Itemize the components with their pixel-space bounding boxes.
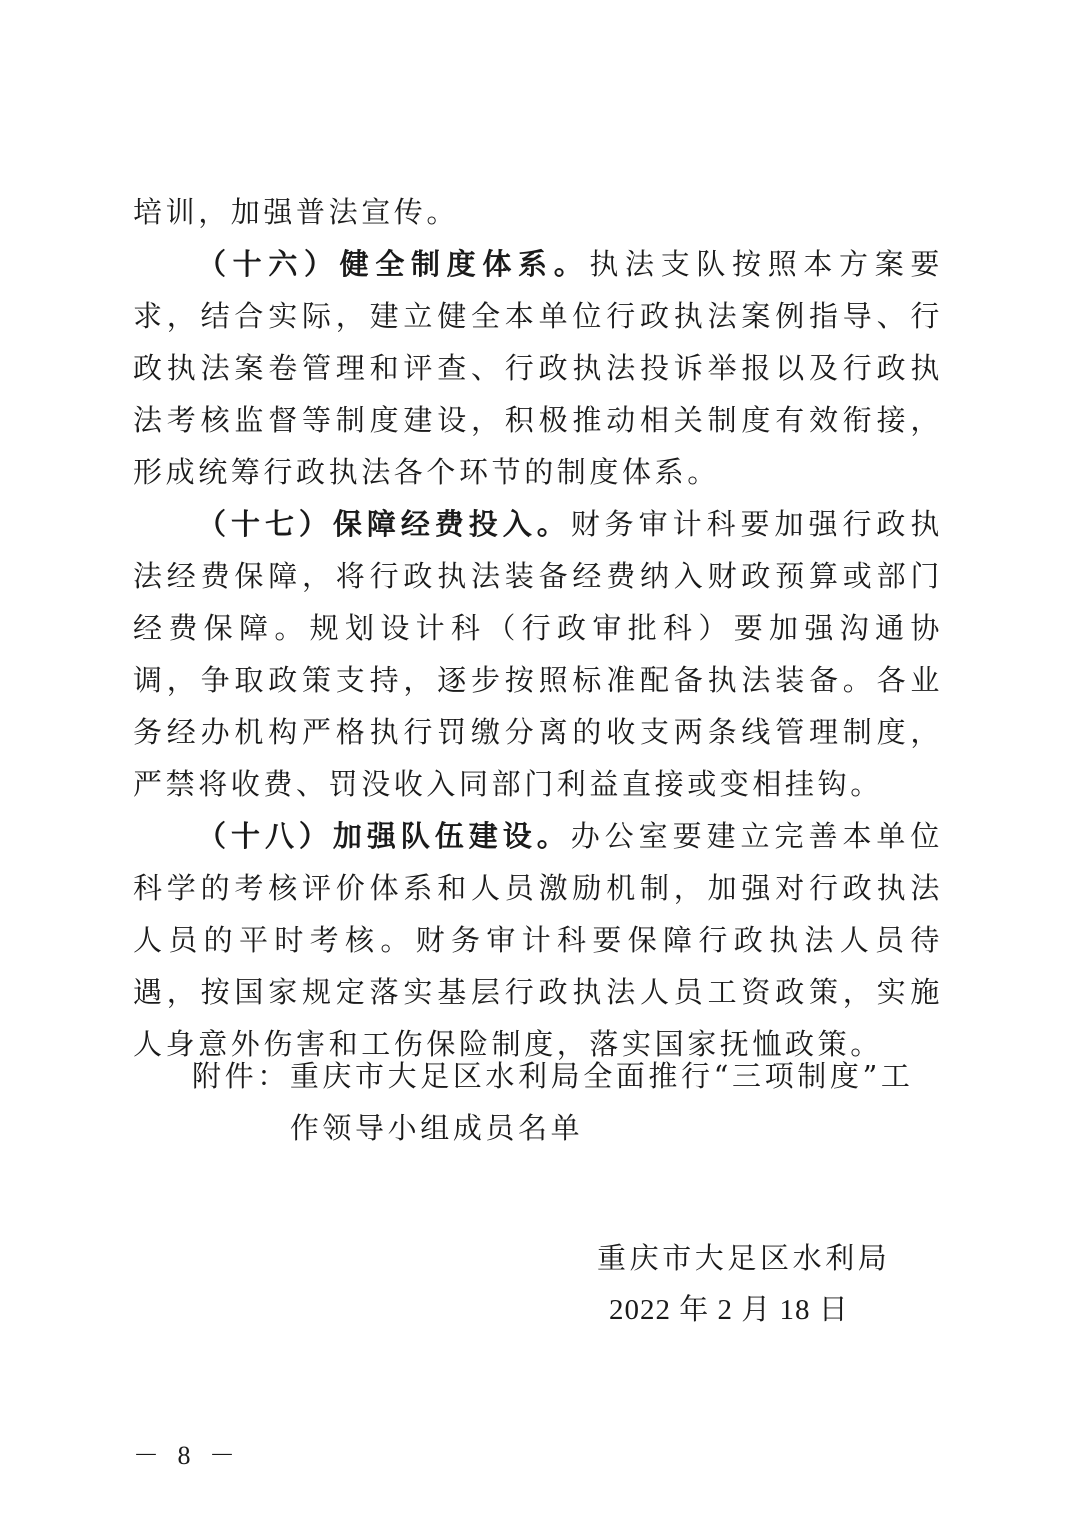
attachment-row — [192, 1050, 942, 1154]
section-heading: （十八）加强队伍建设。 — [197, 819, 571, 853]
issuer-signature: 重庆市大足区水利局 — [597, 1241, 891, 1275]
paragraph-section-17 — [133, 498, 943, 810]
paragraph-text: 财务审计科要加强行政执法经费保障，将行政执法装备经费纳入财政预算或部门经费保障。规划设计科（行政审批科）要加强沟通协调，争取政策支持，逐步按照标准配备执法装备。各业务经办机构严格执行罚缴分离的收支两条线管理制度，严禁将收费、罚没收入同部门利益直接或变相挂钩。 — [133, 507, 943, 801]
paragraph-section-18 — [133, 810, 943, 1070]
paragraph-text: 培训，加强普法宣传。 — [133, 195, 460, 229]
issue-date: 2022 年 2 月 18 日 — [609, 1294, 849, 1326]
paragraph-text: 执法支队按照本方案要求，结合实际，建立健全本单位行政执法案例指导、行政执法案卷管理和评查、行政执法投诉举报以及行政执法考核监督等制度建设，积极推动相关制度有效衔接，形成统筹行政执法各个环节的制度体系。 — [133, 247, 943, 489]
section-heading: （十七）保障经费投入。 — [197, 507, 571, 541]
paragraph-continuation — [133, 186, 943, 238]
document-body — [133, 186, 943, 1070]
section-heading: （十六）健全制度体系。 — [197, 247, 590, 281]
attachment-label: 附件： — [192, 1059, 290, 1093]
attachment-note — [192, 1050, 942, 1154]
paragraph-text: 办公室要建立完善本单位科学的考核评价体系和人员激励机制，加强对行政执法人员的平时考核。财务审计科要保障行政执法人员待遇，按国家规定落实基层行政执法人员工资政策，实施人身意外伤害和工伤保险制度，落实国家抚恤政策。 — [133, 819, 943, 1061]
paragraph-section-16 — [133, 238, 943, 498]
page-number: － 8 － — [133, 1441, 242, 1470]
attachment-title: 重庆市大足区水利局全面推行“三项制度”工作领导小组成员名单 — [289, 1059, 914, 1145]
